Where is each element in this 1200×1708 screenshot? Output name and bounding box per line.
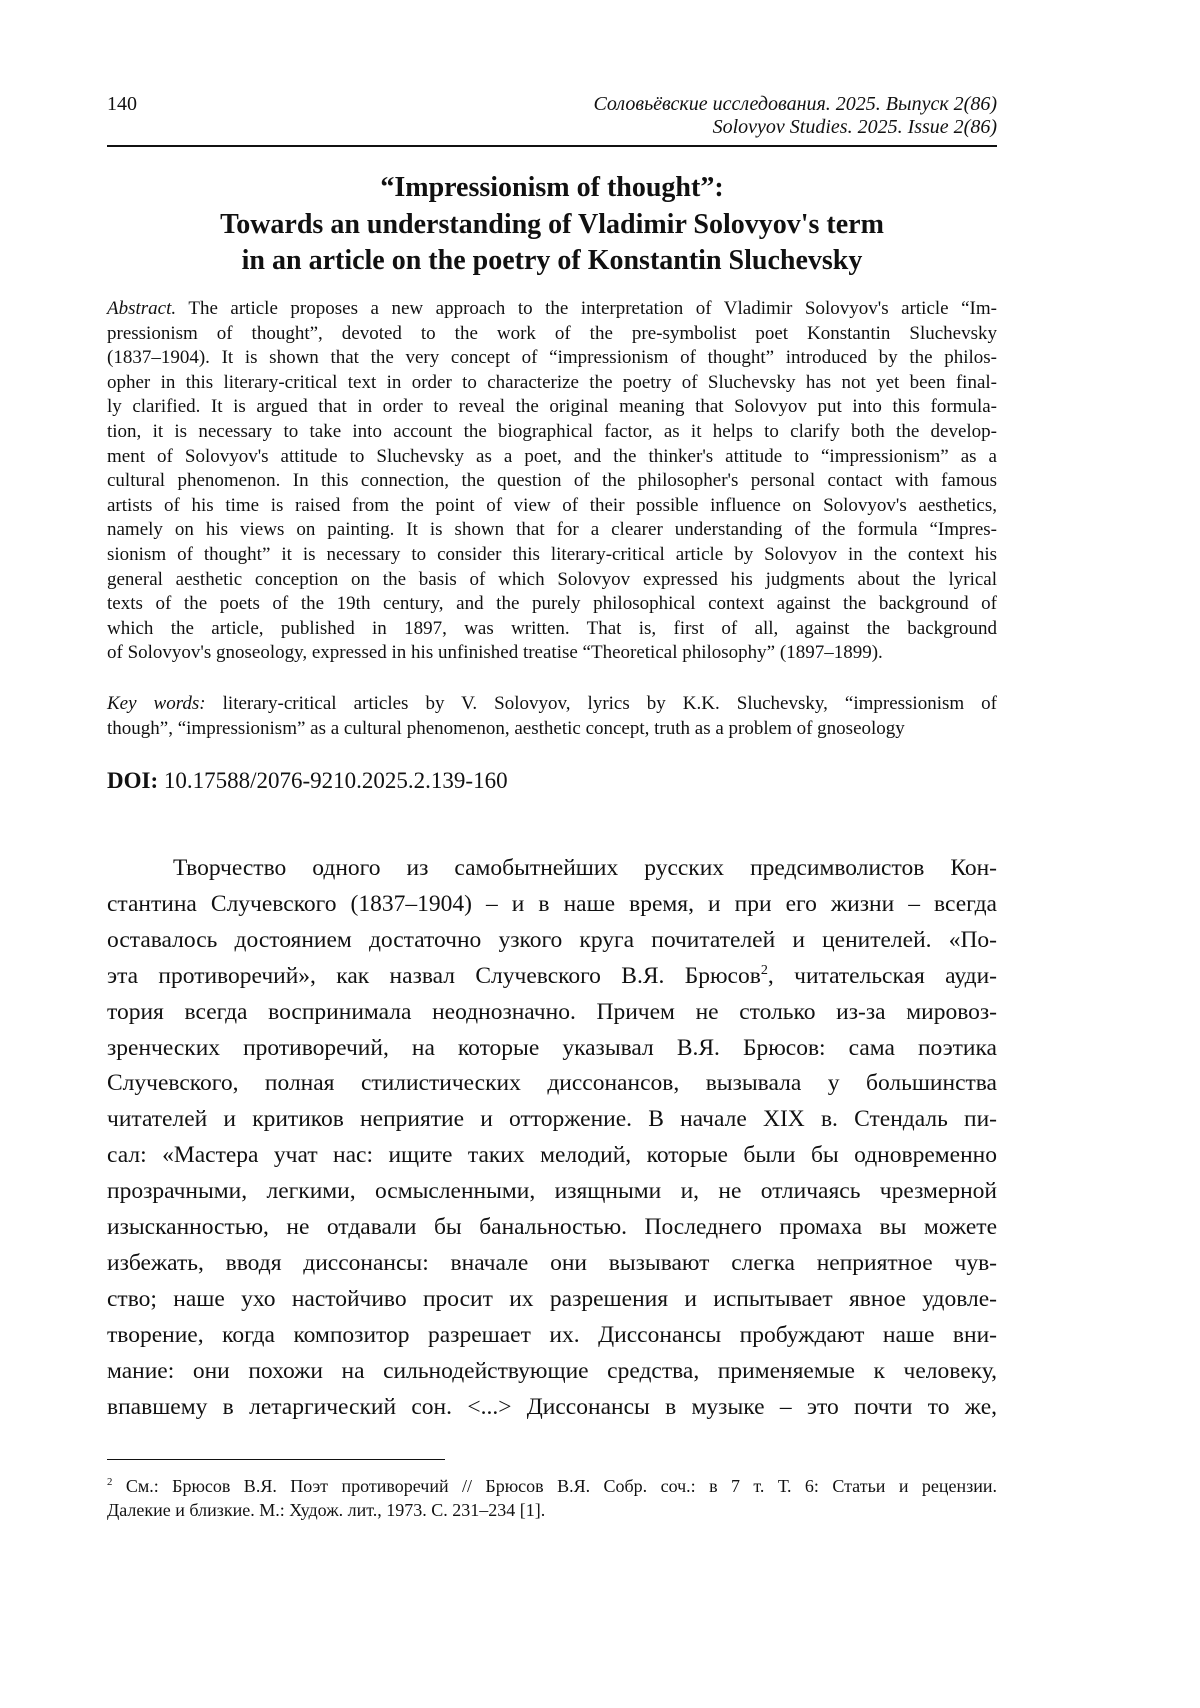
text-line	[107, 692, 997, 717]
text-line	[107, 1498, 997, 1522]
line-text: мание: они похожи на сильнодействующие средства, применяемые к человеку,	[107, 1357, 997, 1384]
text-line	[107, 641, 997, 666]
text-line	[107, 1390, 997, 1426]
line-text: texts of the poets of the 19th century, and the purely philosophical context against the background of	[107, 593, 997, 615]
line-text: The article proposes a new approach to the interpretation of Vladimir Solovyov's article “Im-	[176, 298, 997, 319]
line-text: general aesthetic conception on the basis of which Solovyov expressed his judgments about the lyrical	[107, 568, 997, 590]
line-text: though”, “impressionism” as a cultural phenomenon, aesthetic concept, truth as a problem of gnoseology	[107, 717, 905, 739]
line-text: тория всегда воспринимала неоднозначно. Причем не столько из-за мировоз-	[107, 998, 997, 1025]
text-line	[107, 851, 997, 887]
text-line	[107, 1210, 997, 1246]
text-line	[107, 297, 997, 322]
line-text: (1837–1904). It is shown that the very concept of “impressionism of thought” introduced by the philos-	[107, 347, 997, 369]
text-line	[107, 923, 997, 959]
line-text: избежать, вводя диссонансы: вначале они вызывают слегка неприятное чув-	[107, 1249, 997, 1276]
text-line	[107, 1174, 997, 1210]
line-text: literary-critical articles by V. Solovyov, lyrics by K.K. Sluchevsky, “impressionism of	[205, 693, 997, 714]
line-text: стантина Случевского (1837–1904) – и в наше время, и при его жизни – всегда	[107, 890, 997, 917]
line-label: 2	[107, 1476, 113, 1488]
text-line	[107, 1318, 997, 1354]
line-text: opher in this literary-critical text in order to characterize the poetry of Sluchevsky has not yet been final-	[107, 371, 997, 393]
line-text: Далекие и близкие. М.: Худож. лит., 1973. С. 231–234 [1].	[107, 1500, 546, 1520]
text-line	[107, 445, 997, 470]
text-line	[107, 1031, 997, 1067]
text-line	[107, 1354, 997, 1390]
text-line	[107, 592, 997, 617]
article-title	[107, 170, 997, 280]
line-text: , читательская ауди-	[767, 962, 998, 989]
line-text: изысканностью, не отдавали бы банальностью. Последнего промаха вы можете	[107, 1214, 997, 1241]
line-text: which the article, published in 1897, was written. That is, first of all, against the background	[107, 617, 997, 639]
line-text: впавшему в летаргический сон. <...> Диссонансы в музыке – это почти то же,	[107, 1393, 997, 1420]
text-line	[107, 518, 997, 543]
text-line	[107, 1138, 997, 1174]
line-text: cultural phenomenon. In this connection, the question of the philosopher's personal contact with famous	[107, 470, 997, 492]
running-header	[593, 93, 997, 139]
doi-label: DOI:	[107, 768, 159, 793]
text-line	[107, 887, 997, 923]
text-line	[107, 1474, 997, 1498]
journal-title-ru: Соловьёвские исследования. 2025. Выпуск 2(86)	[593, 93, 997, 115]
line-text: of Solovyov's gnoseology, expressed in his unfinished treatise “Theoretical philosophy” (1897–1899).	[107, 642, 883, 664]
text-line	[107, 469, 997, 494]
text-line	[107, 371, 997, 396]
line-text: ly clarified. It is argued that in order to reveal the original meaning that Solovyov put into this formula-	[107, 396, 997, 418]
text-line	[107, 959, 997, 995]
line-text: Творчество одного из самобытнейших русских предсимволистов Кон-	[173, 855, 997, 881]
line-text: tion, it is necessary to take into account the biographical factor, as it helps to clarify both the develop-	[107, 420, 997, 442]
header-rule	[107, 145, 997, 147]
line-text: pressionism of thought”, devoted to the work of the pre-symbolist poet Konstantin Sluchevsky	[107, 322, 997, 344]
line-text: эта противоречий», как назвал Случевского В.Я. Брюсов	[107, 962, 761, 989]
text-line	[107, 322, 997, 347]
line-text: artists of his time is raised from the point of view of their possible influence on Solovyov's aesthetics,	[107, 494, 997, 516]
line-label: Abstract.	[107, 298, 177, 319]
doi-value[interactable]: 10.17588/2076-9210.2025.2.139-160	[158, 768, 508, 793]
line-text: Случевского, полная стилистических диссонансов, вызывала у большинства	[107, 1070, 997, 1097]
text-line	[107, 395, 997, 420]
footnote-rule	[107, 1459, 445, 1460]
text-line	[107, 1102, 997, 1138]
line-text: sionism of thought” it is necessary to consider this literary-critical article by Solovyov in the context his	[107, 543, 997, 565]
body-text	[107, 851, 997, 1426]
line-label: Key words:	[107, 693, 206, 714]
footnote-ref: 2	[760, 961, 768, 978]
text-line	[107, 543, 997, 568]
line-text: ment of Solovyov's attitude to Sluchevsky as a poet, and the thinker's attitude to “impressionism” as a	[107, 445, 997, 467]
text-line	[107, 346, 997, 371]
line-text: оставалось достоянием достаточно узкого круга почитателей и ценителей. «По-	[107, 926, 997, 953]
footnote	[107, 1474, 997, 1522]
line-text: См.: Брюсов В.Я. Поэт противоречий // Брюсов В.Я. Собр. соч.: в 7 т. Т. 6: Статьи и рецензии.	[112, 1476, 997, 1496]
line-text: творение, когда композитор разрешает их. Диссонансы пробуждают наше вни-	[107, 1321, 997, 1348]
line-text: сал: «Мастера учат нас: ищите таких мелодий, которые были бы одновременно	[107, 1142, 997, 1169]
abstract	[107, 297, 997, 666]
keywords	[107, 692, 997, 741]
text-line	[107, 494, 997, 519]
text-line	[107, 995, 997, 1031]
line-text: ство; наше ухо настойчиво просит их разрешения и испытывает явное удовле-	[107, 1285, 997, 1312]
title-line: Towards an understanding of Vladimir Solovyov's term	[220, 208, 884, 240]
title-line: “Impressionism of thought”:	[380, 172, 724, 203]
text-line	[107, 1066, 997, 1102]
doi	[107, 768, 508, 794]
text-line	[107, 1282, 997, 1318]
line-text: зренческих противоречий, на которые указывал В.Я. Брюсов: сама поэтика	[107, 1034, 997, 1061]
page-number: 140	[107, 93, 137, 115]
text-line	[107, 420, 997, 445]
journal-title-en: Solovyov Studies. 2025. Issue 2(86)	[712, 116, 997, 138]
text-line	[107, 717, 997, 742]
line-text: namely on his views on painting. It is shown that for a clearer understanding of the formula “Impres-	[107, 519, 997, 541]
line-text: читателей и критиков неприятие и отторжение. В начале XIX в. Стендаль пи-	[107, 1106, 997, 1133]
text-line	[107, 1246, 997, 1282]
title-line: in an article on the poetry of Konstantin Sluchevsky	[241, 245, 863, 276]
text-line	[107, 568, 997, 593]
line-text: прозрачными, легкими, осмысленными, изящными и, не отличаясь чрезмерной	[107, 1178, 997, 1205]
text-line	[107, 617, 997, 642]
